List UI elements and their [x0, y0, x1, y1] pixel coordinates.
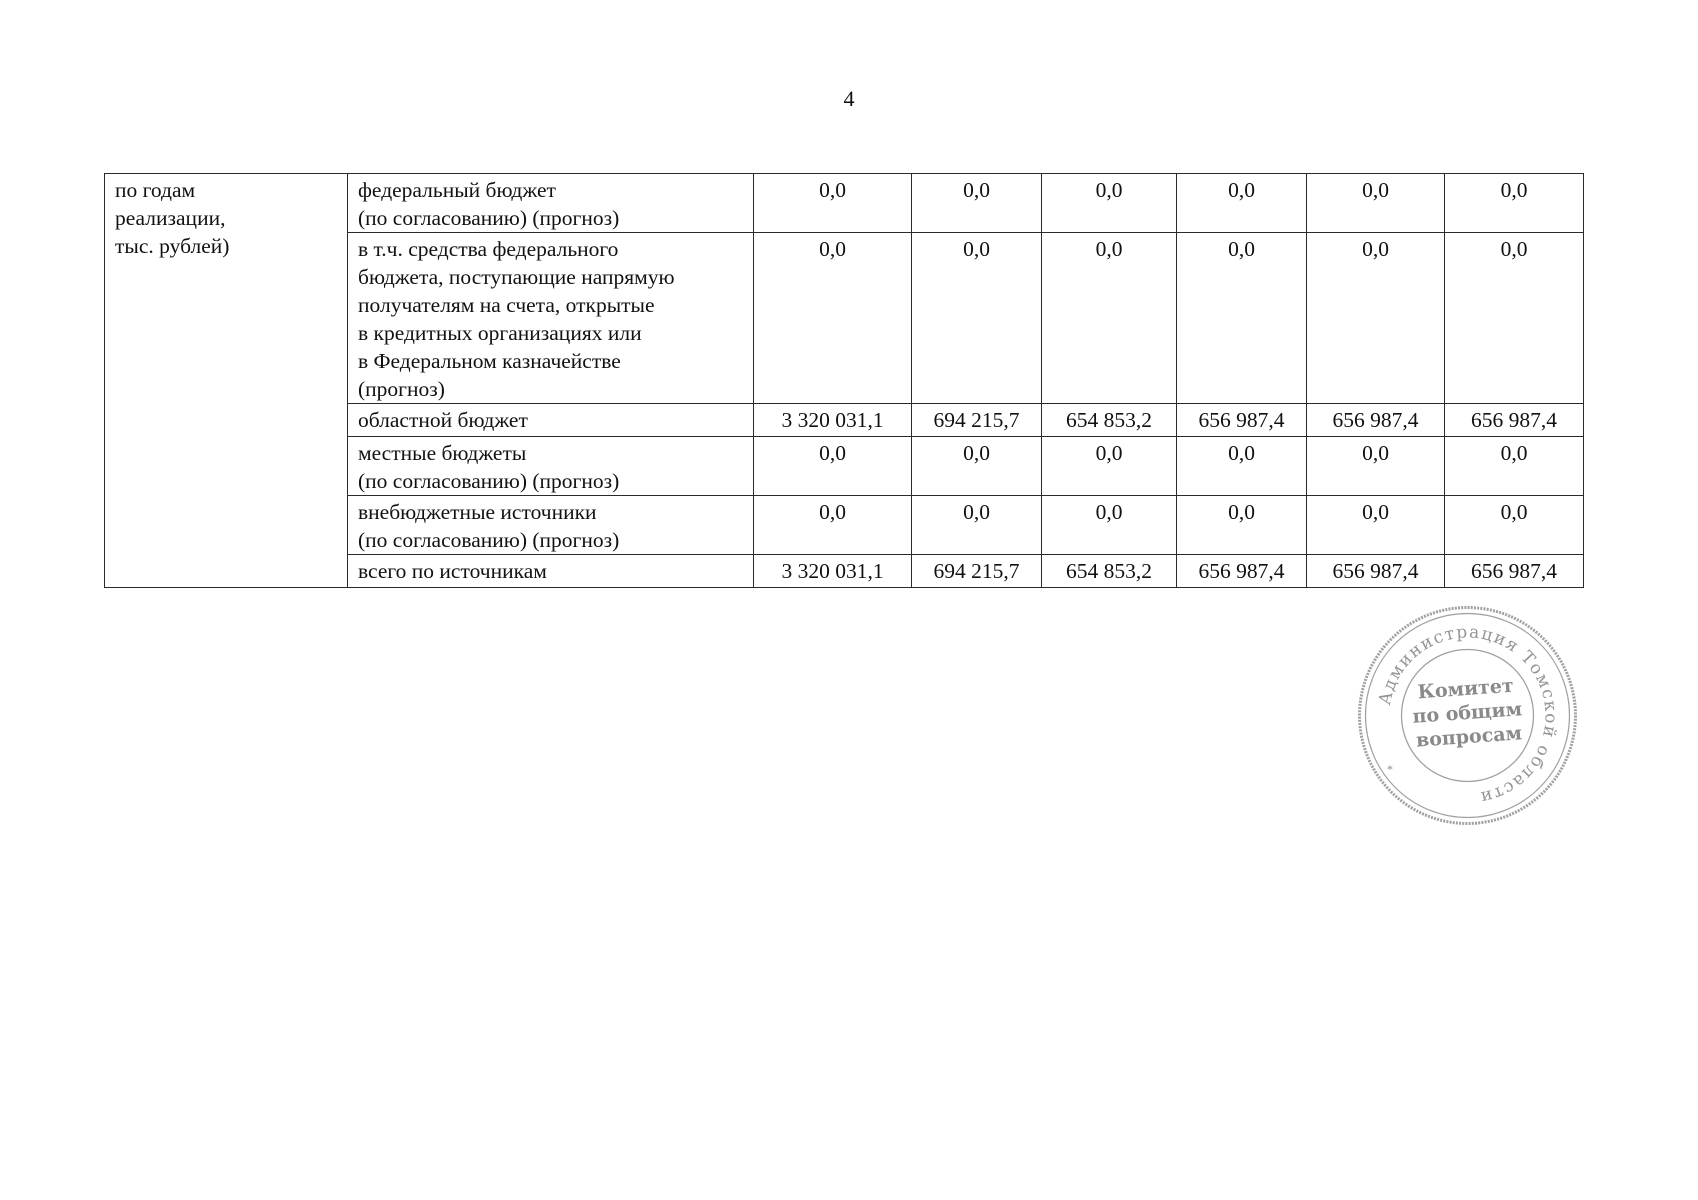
value-cell: 0,0 — [1445, 174, 1584, 233]
source-local-budgets — [348, 437, 754, 496]
source-label-line: областной бюджет — [358, 408, 528, 432]
value-cell: 0,0 — [754, 233, 912, 404]
value-cell: 0,0 — [1307, 174, 1445, 233]
source-label-line: в т.ч. средства федерального — [358, 237, 619, 261]
source-label-line: получателям на счета, открытые — [358, 293, 655, 317]
value-cell: 0,0 — [1307, 437, 1445, 496]
source-total — [348, 555, 754, 588]
source-label-line: местные бюджеты — [358, 441, 527, 465]
value-cell: 0,0 — [1445, 496, 1584, 555]
value-cell: 0,0 — [1307, 496, 1445, 555]
source-label-line: (прогноз) — [358, 377, 445, 401]
table-row — [105, 174, 1584, 233]
value-cell: 0,0 — [754, 174, 912, 233]
value-cell: 656 987,4 — [1445, 555, 1584, 588]
page-number: 4 — [843, 86, 855, 111]
value-cell: 0,0 — [1177, 437, 1307, 496]
value-cell: 0,0 — [1445, 233, 1584, 404]
value-cell: 0,0 — [1177, 233, 1307, 404]
source-label-line: (по согласованию) (прогноз) — [358, 528, 620, 552]
value-cell: 656 987,4 — [1307, 555, 1445, 588]
source-federal-direct — [348, 233, 754, 404]
value-cell: 656 987,4 — [1177, 404, 1307, 437]
value-cell: 3 320 031,1 — [754, 555, 912, 588]
value-cell: 694 215,7 — [912, 404, 1042, 437]
value-cell: 694 215,7 — [912, 555, 1042, 588]
value-cell: 654 853,2 — [1042, 404, 1177, 437]
funding-table — [104, 173, 1584, 588]
value-cell: 0,0 — [1307, 233, 1445, 404]
value-cell: 654 853,2 — [1042, 555, 1177, 588]
source-label-line: всего по источникам — [358, 559, 547, 583]
source-extrabudgetary — [348, 496, 754, 555]
value-cell: 0,0 — [912, 174, 1042, 233]
value-cell: 656 987,4 — [1177, 555, 1307, 588]
stamp-center-line: Комитет — [1416, 674, 1515, 704]
stamp-ring-text: Администрация Томской области — [1375, 622, 1561, 808]
value-cell: 0,0 — [912, 437, 1042, 496]
value-cell: 0,0 — [1445, 437, 1584, 496]
value-cell: 0,0 — [1042, 437, 1177, 496]
stamp-ring-star: * — [1387, 762, 1393, 776]
value-cell: 0,0 — [1177, 496, 1307, 555]
value-cell: 0,0 — [1177, 174, 1307, 233]
value-cell: 3 320 031,1 — [754, 404, 912, 437]
value-cell: 656 987,4 — [1445, 404, 1584, 437]
period-label-line: тыс. рублей) — [115, 234, 230, 258]
value-cell: 0,0 — [912, 233, 1042, 404]
source-label-line: (по согласованию) (прогноз) — [358, 206, 620, 230]
value-cell: 0,0 — [1042, 496, 1177, 555]
stamp-center-line: по общим — [1411, 698, 1523, 728]
value-cell: 0,0 — [1042, 174, 1177, 233]
value-cell: 0,0 — [754, 496, 912, 555]
period-label-line: реализации, — [115, 206, 226, 230]
value-cell: 0,0 — [912, 496, 1042, 555]
source-label-line: бюджета, поступающие напрямую — [358, 265, 675, 289]
stamp-center-line: вопросам — [1415, 722, 1523, 752]
source-regional-budget — [348, 404, 754, 437]
source-label-line: в кредитных организациях или — [358, 321, 642, 345]
value-cell: 0,0 — [1042, 233, 1177, 404]
period-label-line: по годам — [115, 178, 196, 202]
source-label-line: в Федеральном казначействе — [358, 349, 621, 373]
source-federal-budget — [348, 174, 754, 233]
value-cell: 656 987,4 — [1307, 404, 1445, 437]
period-label-cell — [105, 174, 348, 588]
source-label-line: внебюджетные источники — [358, 500, 597, 524]
value-cell: 0,0 — [754, 437, 912, 496]
source-label-line: (по согласованию) (прогноз) — [358, 469, 620, 493]
official-stamp — [1355, 603, 1580, 828]
source-label-line: федеральный бюджет — [358, 178, 556, 202]
